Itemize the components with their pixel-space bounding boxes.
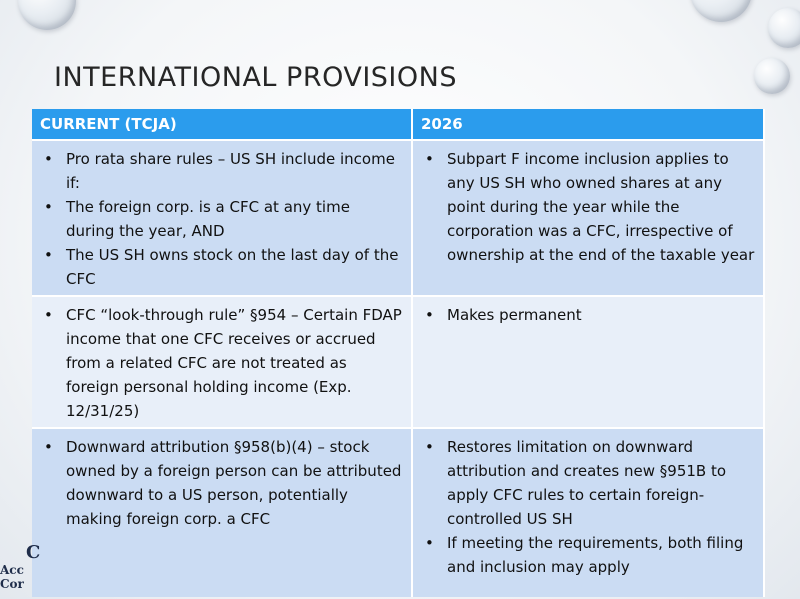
water-droplet-decoration bbox=[18, 0, 76, 30]
bullet-item: • Makes permanent bbox=[421, 303, 755, 327]
column-header-current: CURRENT (TCJA) bbox=[32, 109, 412, 140]
bullet-item: • Downward attribution §958(b)(4) – stock owned by a foreign person can be attributed downward to a US person, potentially making foreign corp. a CFC bbox=[40, 435, 403, 531]
water-droplet-decoration bbox=[754, 58, 790, 94]
cell-2026 bbox=[412, 296, 764, 428]
cell-current bbox=[32, 296, 412, 428]
column-header-2026: 2026 bbox=[412, 109, 764, 140]
table-row bbox=[32, 296, 764, 428]
bullet-item: • If meeting the requirements, both filing and inclusion may apply bbox=[421, 531, 755, 579]
logo-line: C bbox=[26, 543, 40, 563]
water-droplet-decoration bbox=[768, 8, 800, 48]
bullet-item: • CFC “look-through rule” §954 – Certain FDAP income that one CFC receives or accrued from a related CFC are not treated as foreign personal holding income (Exp. 12/31/25) bbox=[40, 303, 403, 423]
bullet-item: • Restores limitation on downward attribution and creates new §951B to apply CFC rules to certain foreign-controlled US SH bbox=[421, 435, 755, 531]
cell-current bbox=[32, 140, 412, 296]
logo-line: Cor bbox=[0, 577, 24, 591]
table-row bbox=[32, 428, 764, 597]
cell-current bbox=[32, 428, 412, 597]
bullet-item: • The US SH owns stock on the last day of the CFC bbox=[40, 243, 403, 291]
logo-line: Acc bbox=[0, 563, 24, 577]
bullet-item: • Pro rata share rules – US SH include income if: bbox=[40, 147, 403, 195]
bullet-item: • Subpart F income inclusion applies to any US SH who owned shares at any point during the year while the corporation was a CFC, irrespective of ownership at the end of the taxable year bbox=[421, 147, 755, 267]
company-logo-partial bbox=[0, 543, 40, 599]
table-row bbox=[32, 140, 764, 296]
slide-title: INTERNATIONAL PROVISIONS bbox=[54, 62, 457, 93]
cell-2026 bbox=[412, 140, 764, 296]
provisions-table bbox=[32, 109, 765, 597]
bullet-item: • The foreign corp. is a CFC at any time during the year, AND bbox=[40, 195, 403, 243]
cell-2026 bbox=[412, 428, 764, 597]
water-droplet-decoration bbox=[690, 0, 752, 22]
table-header-row bbox=[32, 109, 764, 140]
